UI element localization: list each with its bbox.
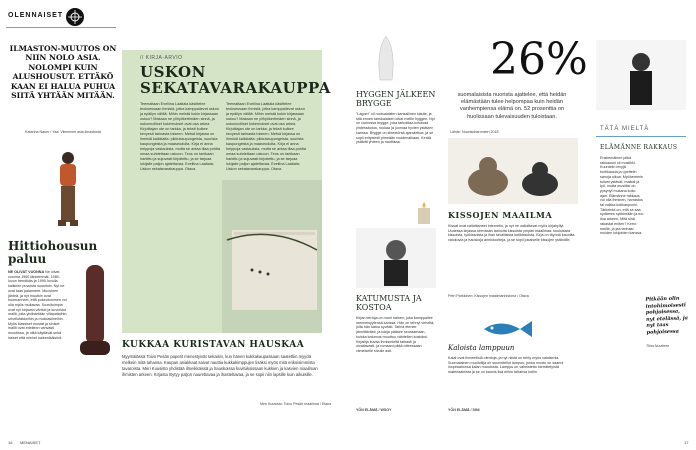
brygge-title: HYGGEN JÄLKEEN BRYGGE [356,90,436,108]
hittiohousu-text: Ne olivat vuonna 1960 tärkeimmät, 1980-luvun trendikäs ja 1990-luvulla kaikkien puvuista suosituin. Nyt ne ovat taas palanneet. Muovinen jänteä, ja nyt muutkin ovat huomanneet, että pukeutuminen voi olla myös mukavaa. Suosituimpia ovat nyt kirjavan väriset ja kuvioidut mallit, joita yhdistetään villapaitoihin, urheilutakkeihin ja mokkasiineihin. Myös klassiset mustat ja siniset mallit ovat edelleen vahvasti muodissa, ja niitä käyttävät sekä naiset että miehet kaikenikäisinä. [8,270,68,340]
page-number-right: 17 [684,440,689,445]
brygge-vase-image [358,30,418,85]
section-label-right: TÄTÄ MIELTÄ [600,126,650,132]
review-title: USKON SEKATAVARAKAUPPA [140,63,331,97]
katumusta-author-photo [356,228,436,288]
kissojen-byline: Petri Parkkinen: Kissojen maailmanhistoria / Otava [448,294,529,298]
stat-number: 26% [490,34,588,85]
book-photo [222,180,322,333]
opinion-title: ELÄMÄNNE RAKKAUS [600,144,678,151]
pull-quote: ILMASTON-MUUTOS ON NIIN NOLO ASIA. NOLOMPI KUIN ALUSHOUSUT. ETTÄKÖ KAAN EI HALUA PUHUA SIITÄ YHTÄÄN MITÄÄN. [9,44,117,101]
kukka-text: Myymälässä Toivo Pesän paperit menestyivät sekaisin, kun hänen kukkakaupassaan saatettiin myydä melkein mitä tahansa. Kaupan asiakkaat saivat nauttia kukkakimppujen lisäksi myös mitä erikoisimmista tavaroista. Meri Kuusisto yhdistää ilmeikkäissä ja hauskoissa kuvituksissaan kukkien ja kasvien maailman ihmisten arkeen. Kirjasta löytyy paljon naurettavaa ja ihasteltavaa, ja se sopii niin lapsille kuin aikuisille. [122,354,318,377]
brygge-candle-image [410,200,440,225]
hittiohousu-title: Hittiohousun paluu [8,239,98,266]
columnist-photo [596,40,686,110]
opinion-author: Tiina Nuutinen [646,344,670,348]
hittiohousu-lead: NE OLIVAT VUONNA [8,270,45,274]
section-divider [6,27,116,28]
section-logo-icon [66,8,84,26]
katumusta-byline: YÖN ELÄMÄ / WSOY [356,408,392,412]
review-text-col1: Teemaltaan Eveliina Laatiala käsittelee teoksessaan ihmisiä, jotka kamppailevat uskon ja epäilyn välillä. Mihin meistä kukin kirjassaan uskoo? Makaan ne ylihyökertimäen sinnä, ja uskonnolliset kokemukset ovat osa arkea. Kirjoittajan ote on tarkka, ja teksti kulkee kevyesti tarinasta toiseen. Metsä kirjassa on ihmisiä kaikkialta: pikkukaupungeista, suurista kaupungeista ja maaseudulta. Kirja ei anna helppoja vastauksia, mutta se antaa tilaa pohtia omaa suhdettaan uskoon. Teos on tarkkaan harkittu ja sujuvasti kirjoitettu, ja se tarjoaa lukijalle paljon ajateltavaa. Eveliina Laatiala: Uskon sekatavarakauppa. Otava. [140,102,220,171]
page-number-left: 16 [8,440,13,445]
kalat-label: Kaloista lamppuun [448,344,515,352]
kissojen-text: Kissat ovat valloittaneet internetin, ja nyt ne valloittavat myös kirjahyllyt. Uudessa kirjassa kerrotaan tarinoita kissoista ympäri maailmaa: kuuluisista kissoista, työkissoista ja ihan tavallisista kotikissoista. Kirja on täynnä kauniita valokuvia ja hauskoja anekdootteja, ja se sopii jokaiselle kissojen ystävälle. [448,224,575,243]
fashion-model-image [50,150,86,230]
opinion-rule [596,136,686,137]
stat-text: suomalaisista nuorista ajattelee, että heidän elämästään tulee helpompaa kuin heidän vanhempiensa elämä on. 52 prosenttia on huolissaan tulevaisuuden tuloistaan. [457,92,567,120]
brygge-text: "Lagom" oli ruotsalaisten kansallinen käsite, ja sitä ennen tanskalaiset toivat meille hyggen. Nyt on vuorossa brygge, joka tarkoittaa kotoisaa yhdessäoloa, ruokaa ja juomaa hyvien ystävien kanssa. Brygge on kiireetöntä ajanviettoa, ja se sopii erityisesti pimeään vuodenaikaan. Kerää ystävät yhteen ja nauttikaa. [356,112,435,145]
katumusta-title: KATUMUSTA JA KOSTOA [356,294,422,312]
quote-attribution: Katarina Nauer / Yaa: Viimeinen asia ilmastosta [25,130,101,134]
hittiohousu-body [8,270,68,420]
handwritten-note: Pitkään olin intohimoisesti pohjoisessa, nyt etelässä, ja nyt taas pohjoisessa [645,295,689,336]
review-kicker: // KIRJA-ARVIO [140,55,183,61]
kissojen-title: KISSOJEN MAAILMA [448,210,553,220]
katumusta-text: Kirjan kertoja on nuori nainen, joka kamppailee menneisyytensä kanssa. Hän on tehnyt virheitä, joita hän katuu syvästi. Tarina etenee jännittävästi, ja lukija pääsee seuraamaan, kuinka katumus muuttuu vähitellen kostoksi. Kirjailija kuvaa ihmismieltä tarkasti ja oivaltavasti, ja romaani pitää otteessaan viimeiselle sivulle asti. [356,316,435,353]
shoe-image [72,255,116,375]
section-label-left: OLENNAISET [8,12,64,19]
stat-source: Lähde: Nuorisobarometri 2018 [450,130,499,134]
kukka-title: KUKKAA KURISTAVAN HAUSKAA [122,340,305,350]
kukka-byline: Meri Kuusisto: Toivo Pesän maailmat / Etana [260,402,332,406]
cats-photo [448,138,578,204]
kalat-byline: YÖN ELÄMÄ / SINI [448,408,480,412]
fish-lamp-icon [480,318,536,340]
kalat-text: Kalat ovat ihmeellisiä olentoja, ja nyt niistä on tehty myös valaisimia. Suomalainen muotoilija on suunnitellut lampun, jonka muoto on saanut inspiraationsa kalan muodosta. Lamppu on valmistettu kierrätetyistä materiaaleista ja se on kaunis lisä mihin tahansa kotiin. [448,356,564,375]
page-name-left: MENAISET [20,440,41,445]
book-review-block [122,50,331,333]
review-text-col2: Teemaltaan Eveliina Laatiala käsittelee teoksessaan ihmisiä, jotka kamppailevat uskon ja epäilyn välillä. Mihin meistä kukin kirjassaan uskoo? Makaan ne ylihyökertimäen sinnä, ja uskonnolliset kokemukset ovat osa arkea. Kirjoittajan ote on tarkka, ja teksti kulkee kevyesti tarinasta toiseen. Metsä kirjassa on ihmisiä kaikkialta: pikkukaupungeista, suurista kaupungeista ja maaseudulta. Kirja ei anna helppoja vastauksia, mutta se antaa tilaa pohtia omaa suhdettaan uskoon. Teos on tarkkaan harkittu ja sujuvasti kirjoitettu, ja se tarjoaa lukijalle paljon ajateltavaa. Eveliina Laatiala: Uskon sekatavarakauppa. Otava. [226,102,306,171]
opinion-text: Ensimmäinen pitkä rakkausni oli musiikki. Kuuntelin levyjä tuntikausia ja opettelin sanoja ulkoa. Myöhemmin tulivat ystävät, matkat ja työ, mutta musiikki on pysynyt mukana koko ajan. Elämänne rakkaus voi olla ihminen, harrastus tai vaikka kotikaupunki. Tärkeintä on, että se saa sydämen sykkimään ja tuo iloa arkeen. Mitä sinä rakastat eniten? Kerro meille, ja jaa tarinasi muiden lukijoiden kanssa. [600,156,644,236]
